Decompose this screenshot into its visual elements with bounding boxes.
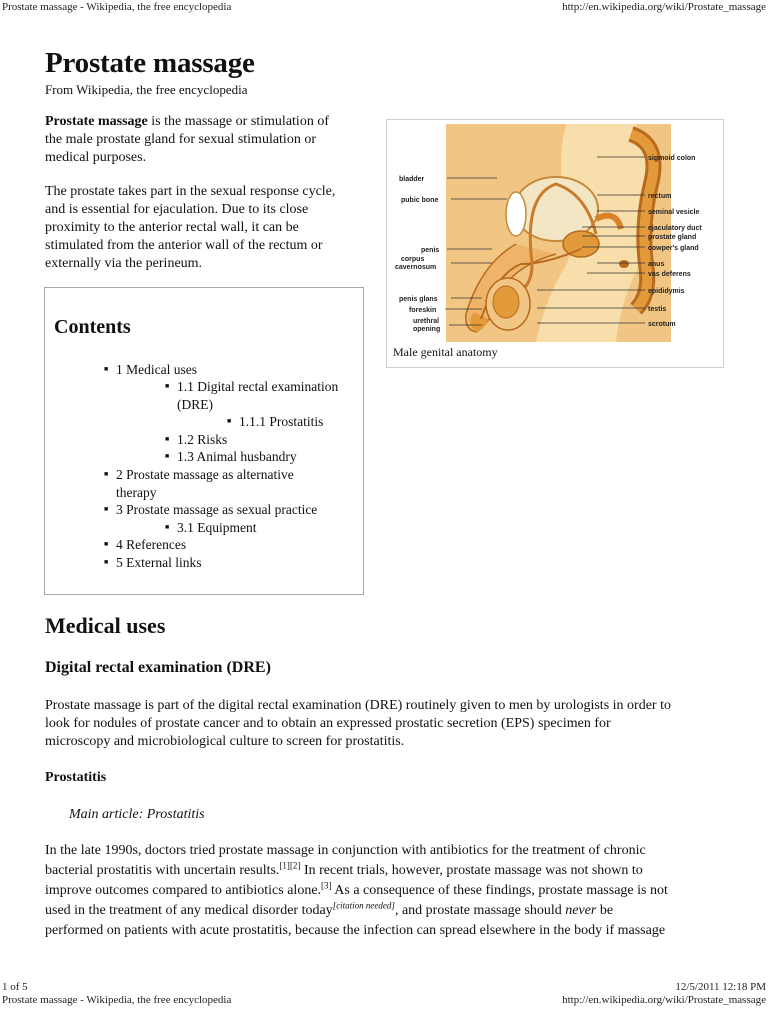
print-header-url: http://en.wikipedia.org/wiki/Prostate_massage — [562, 1, 766, 13]
reference-3[interactable]: [3] — [321, 880, 332, 891]
print-footer-page: 1 of 5 — [2, 981, 28, 993]
emphasis-never: never — [565, 903, 597, 918]
toc-item-3[interactable]: ■ 3 Prostate massage as sexual practice — [116, 501, 317, 518]
toc-item-4[interactable]: ■ 4 References — [116, 536, 186, 553]
label-bladder: bladder — [399, 176, 425, 183]
print-header-url-2: http://en.wikipedia.org/wiki/Prostate_massage — [562, 994, 766, 1006]
label-seminal-vesicle: seminal vesicle — [648, 209, 700, 216]
label-anus: anus — [648, 261, 665, 268]
toc-item-2[interactable]: ■ 2 Prostate massage as alternative — [116, 466, 294, 483]
intro-paragraph-2: The prostate takes part in the sexual response cycle, and is essential for ejaculation. Due to its close proximity to the anterior rectal wall, it can be stimulated from the anterior wall of the rectum or externally via the perineum. — [45, 184, 336, 271]
label-ejaculatory-duct: ejaculatory duct — [648, 225, 702, 232]
reference-2[interactable]: [2] — [289, 860, 301, 871]
toc-item-1-1-cont[interactable]: (DRE) — [177, 397, 213, 412]
label-scrotum: scrotum — [648, 321, 676, 328]
label-cavernosum: cavernosum — [395, 264, 437, 271]
page-subtitle: From Wikipedia, the free encyclopedia — [45, 82, 248, 97]
label-opening: opening — [413, 326, 441, 333]
print-header-title: Prostate massage - Wikipedia, the free encyclopedia — [2, 1, 232, 13]
heading-medical-uses: Medical uses — [45, 613, 166, 638]
label-rectum: rectum — [648, 193, 672, 200]
reference-1[interactable]: [1] — [279, 860, 290, 871]
label-foreskin: foreskin — [409, 307, 437, 314]
label-prostate-gland: prostate gland — [648, 234, 697, 241]
anatomy-labels — [387, 120, 723, 344]
label-penis-glans: penis glans — [399, 296, 438, 303]
heading-prostatitis: Prostatitis — [45, 770, 107, 785]
print-header-title-2: Prostate massage - Wikipedia, the free encyclopedia — [2, 994, 232, 1006]
label-sigmoid-colon: sigmoid colon — [648, 155, 696, 162]
table-of-contents — [44, 287, 364, 595]
intro-term: Prostate massage — [45, 114, 148, 129]
heading-dre: Digital rectal examination (DRE) — [45, 659, 271, 676]
main-article-link[interactable]: Main article: Prostatitis — [69, 807, 205, 822]
print-footer-datetime: 12/5/2011 12:18 PM — [675, 981, 766, 993]
label-epididymis: epididymis — [648, 288, 685, 295]
toc-item-3-1[interactable]: ■ 3.1 Equipment — [177, 519, 257, 536]
label-corpus: corpus — [401, 256, 425, 263]
anatomy-figure — [386, 119, 724, 368]
toc-item-1-2[interactable]: ■ 1.2 Risks — [177, 431, 227, 448]
label-urethral: urethral — [413, 318, 440, 325]
toc-item-1-1[interactable]: ■ 1.1 Digital rectal examination — [177, 378, 338, 395]
figure-caption: Male genital anatomy — [393, 345, 498, 359]
prostatitis-paragraph: In the late 1990s, doctors tried prostate massage in conjunction with antibiotics for the treatment of chronic bacterial prostatitis with uncertain results.[1][2] In recent trials, however, prostate massage was not shown to improve outcomes compared to antibiotics alone.[3] As a consequence of these findings, prostate massage is not used in the treatment of any medical disorder today[citation needed], and prostate massage should never be performed on patients with acute prostatitis, because the infection can spread elsewhere in the body if massage — [45, 843, 668, 938]
page-title: Prostate massage — [45, 47, 255, 79]
dre-paragraph: Prostate massage is part of the digital rectal examination (DRE) routinely given to men by urologists in order to look for nodules of prostate cancer and to obtain an expressed prostatic secretion (EPS) specimen for microscopy and microbiological culture to screen for prostatitis. — [45, 698, 671, 749]
toc-item-2-cont[interactable]: therapy — [116, 485, 157, 500]
toc-item-1-1-1[interactable]: ■ 1.1.1 Prostatitis — [239, 413, 323, 430]
label-pubic-bone: pubic bone — [401, 197, 439, 204]
label-penis: penis — [421, 247, 440, 254]
toc-item-1-3[interactable]: ■ 1.3 Animal husbandry — [177, 448, 297, 465]
label-cowpers-gland: cowper's gland — [648, 245, 699, 252]
toc-item-1[interactable]: ■ 1 Medical uses — [116, 361, 197, 378]
toc-title: Contents — [54, 316, 131, 338]
label-vas-deferens: vas deferens — [648, 271, 691, 278]
toc-item-5[interactable]: ■ 5 External links — [116, 554, 201, 571]
label-testis: testis — [648, 306, 667, 313]
intro-paragraph: Prostate massage is the massage or stimulation of the male prostate gland for sexual stimulation or medical purposes. — [45, 114, 329, 165]
citation-needed[interactable]: [citation needed] — [332, 900, 395, 911]
